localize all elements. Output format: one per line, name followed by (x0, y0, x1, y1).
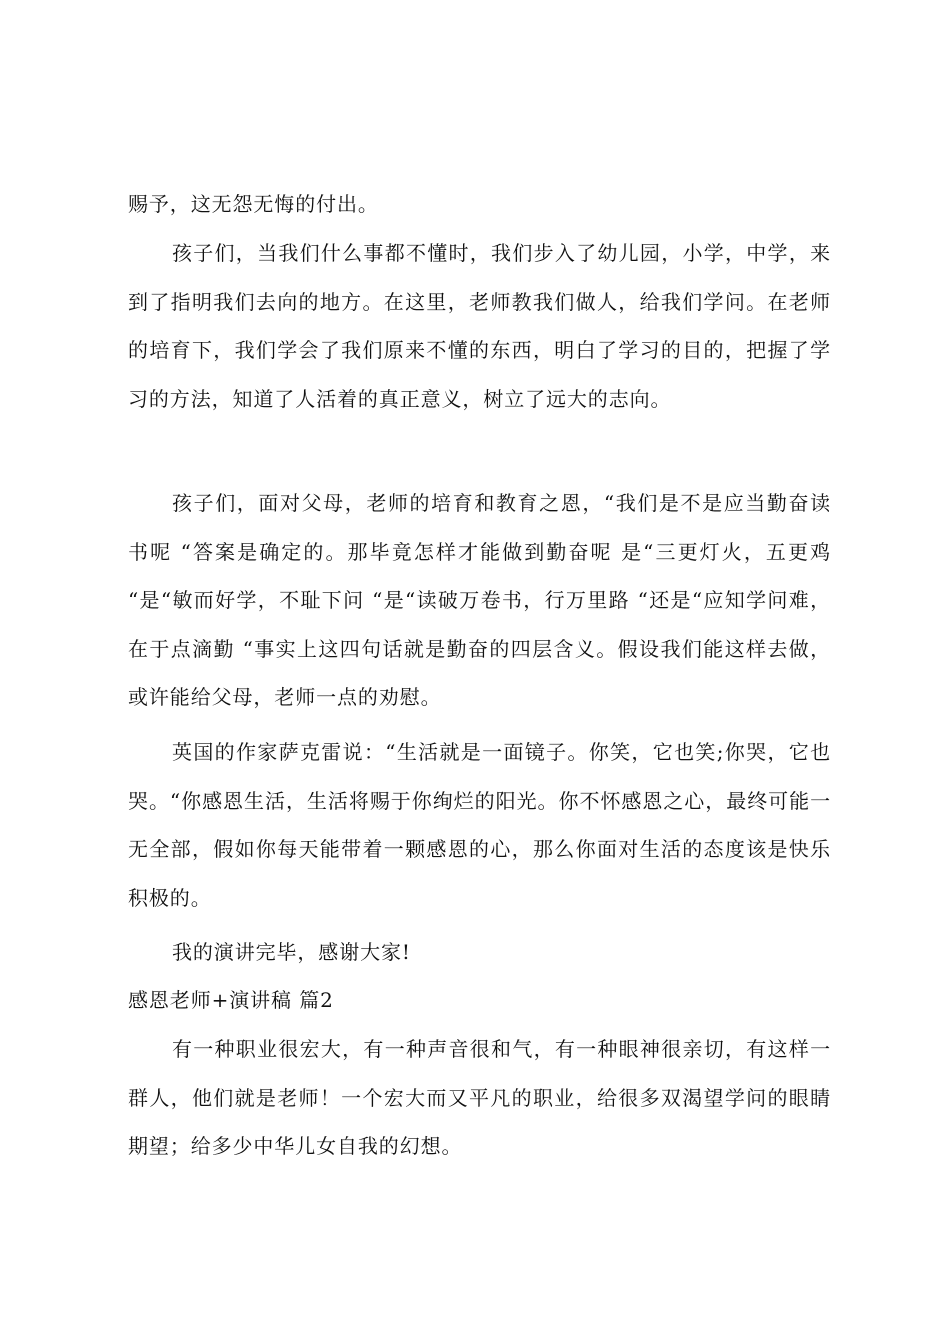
paragraph-section2-intro: 有一种职业很宏大，有一种声音很和气，有一种眼神很亲切，有这样一群人，他们就是老师！一个宏大而又平凡的职业，给很多双渴望学问的眼睛期望；给多少中华儿女自我的幻想。 (128, 1037, 831, 1158)
paragraph-teachers-guidance: 孩子们，当我们什么事都不懂时，我们步入了幼儿园，小学，中学，来到了指明我们去向的地方。在这里，老师教我们做人，给我们学问。在老师的培育下，我们学会了我们原来不懂的东西，明白了学习的目的，把握了学习的方法，知道了人活着的真正意义，树立了远大的志向。 (128, 241, 831, 411)
paragraph-diligence: 孩子们，面对父母，老师的培育和教育之恩，“我们是不是应当勤奋读书呢 “答案是确定的。那毕竟怎样才能做到勤奋呢 是“三更灯火，五更鸡 “是“敏而好学，不耻下问 “是“读破万卷书，行万里路 “还是“应知学问难，在于点滴勤 “事实上这四句话就是勤奋的四层含义。假设我们能这样去做，或许能给父母，老师一点的劝慰。 (128, 491, 831, 709)
section-title: 感恩老师+演讲稿 篇2 (128, 988, 334, 1012)
paragraph-continuation: 赐予，这无怨无悔的付出。 (128, 192, 379, 216)
paragraph-closing: 我的演讲完毕，感谢大家! (172, 940, 411, 964)
paragraph-gratitude-quote: 英国的作家萨克雷说：“生活就是一面镜子。你笑，它也笑;你哭，它也哭。“你感恩生活，生活将赐于你绚烂的阳光。你不怀感恩之心，最终可能一无全部，假如你每天能带着一颗感恩的心，那么你面对生活的态度该是快乐积极的。 (128, 740, 831, 910)
